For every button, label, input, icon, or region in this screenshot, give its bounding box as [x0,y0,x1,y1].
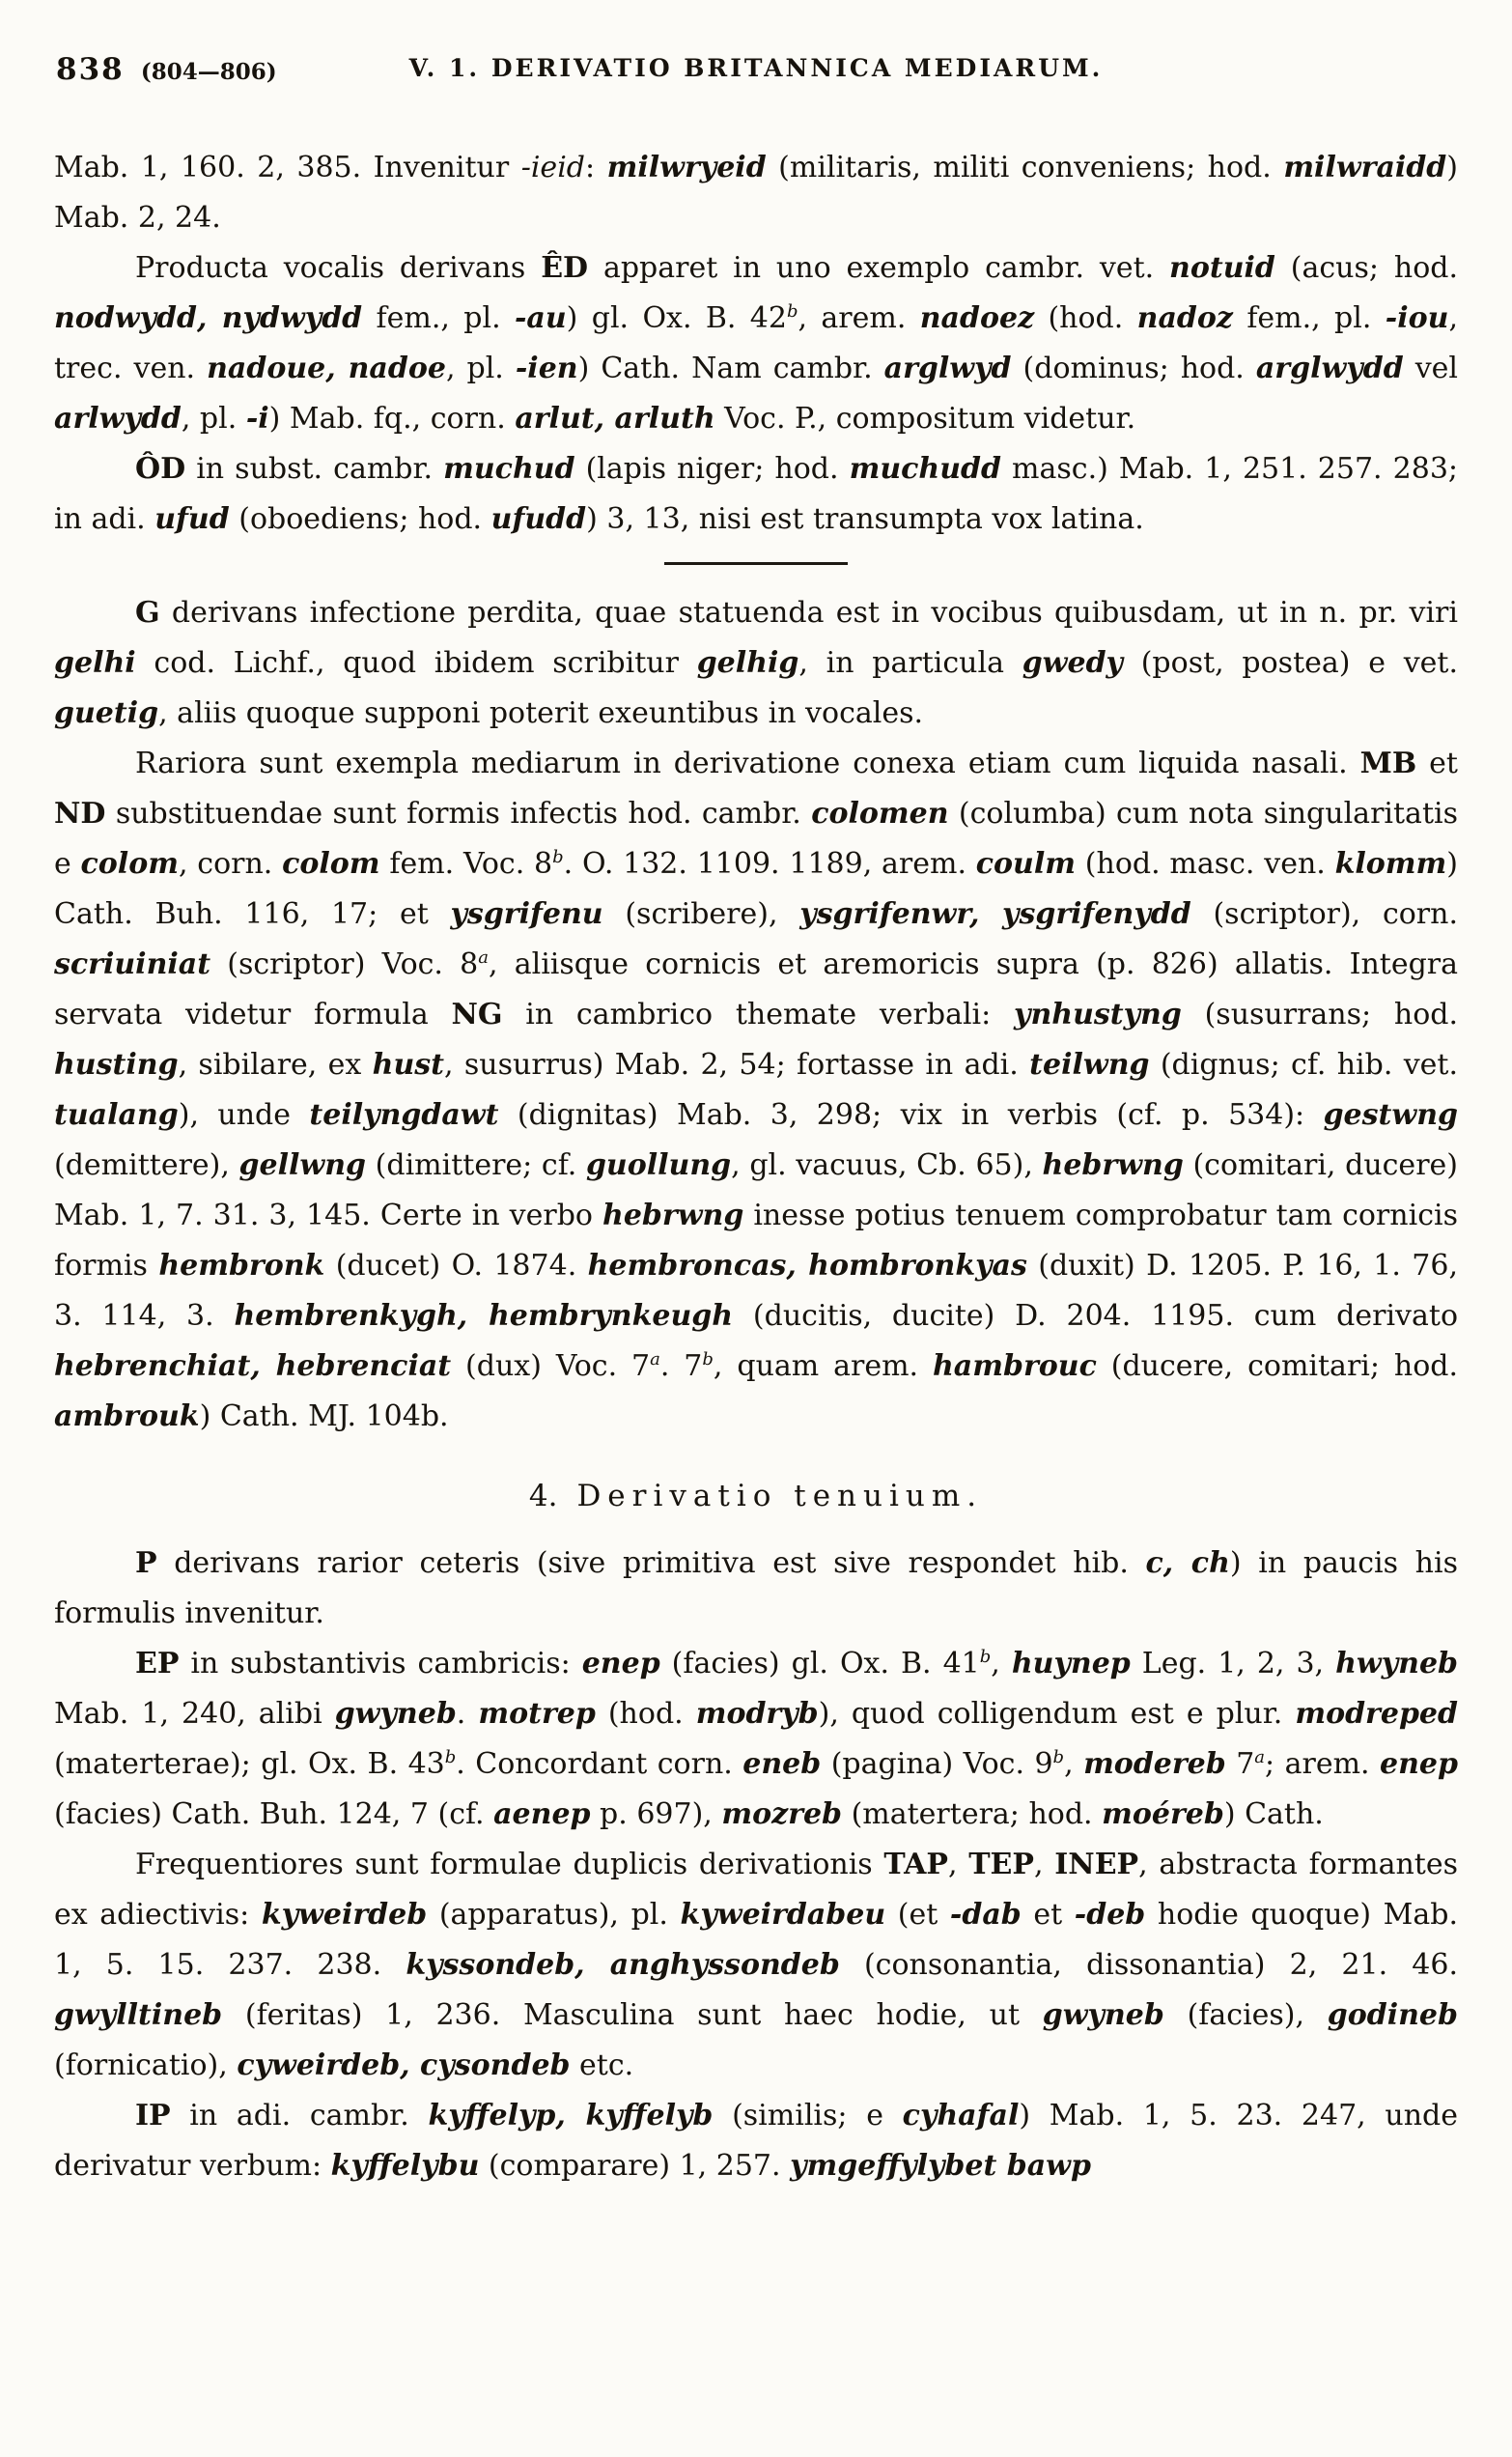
text-run: in cambrico themate verbali: [502,998,1015,1031]
text-run: apparet in uno exemplo cambr. vet. [588,251,1170,285]
text-run: kyffelyp, kyffelyb [428,2099,714,2132]
text-run: , in particula [798,646,1022,680]
paragraph [54,243,1458,444]
text-run: ) Cath. [1223,1797,1324,1831]
superscript: b [444,1747,457,1767]
text-run: etc. [570,2048,634,2082]
section-heading [54,1471,1458,1521]
text-run: ) 3, 13, nisi est transumpta vox latina. [586,502,1144,536]
text-run: teilwng [1029,1048,1150,1082]
text-run: ), unde [178,1098,310,1132]
text-run: gellwng [238,1148,367,1182]
text-run: -deb [1074,1898,1146,1932]
text-run: klomm [1334,847,1447,881]
text-run: ufudd [490,502,587,536]
paragraph [54,143,1458,243]
text-run: . O. 132. 1109. 1189, arem. [563,847,976,881]
text-run: . Concordant corn. [456,1747,743,1781]
text-run: Rariora sunt exempla mediarum in derivatione conexa etiam cum liquida nasali. [135,747,1360,780]
text-run: kyweirdeb [261,1898,428,1932]
text-run: -dab [949,1898,1022,1932]
text-run: -i [245,402,269,436]
text-run: fem., pl. [1232,301,1386,335]
text-run: ynhustyng [1014,998,1182,1031]
text-run: teilyngdawt [309,1098,499,1132]
text-run: huynep [1011,1647,1131,1680]
text-run: (ducere, comitari; hod. [1096,1349,1459,1383]
superscript: b [702,1349,714,1370]
text-run: P [135,1546,157,1580]
text-run: gelhi [54,646,136,680]
text-run: hwyneb [1335,1647,1459,1680]
text-run: MB [1359,747,1417,780]
text-run: , [1033,1848,1055,1881]
text-run: (dux) Voc. 7 [451,1349,651,1383]
text-run: in substantivis cambricis: [179,1647,582,1680]
text-run: (hod. [1034,301,1137,335]
text-run: G [135,596,160,630]
text-run: (pagina) Voc. 9 [821,1747,1053,1781]
text-run: , aliisque cornicis et aremoricis supra (p. 826) allatis. Integra servata videtur formula [54,947,1458,1031]
section-title: Derivatio tenuium. [576,1479,984,1513]
text-run: milwryeid [606,151,767,184]
text-run: , [947,1848,969,1881]
text-run: ) Cath. Buh. 116, 17; et [54,847,1458,931]
text-run: (dignus; cf. hib. vet. [1149,1048,1458,1082]
text-run: derivans rarior ceteris (sive primitiva est sive respondet hib. [156,1546,1146,1580]
text-run: , gl. vacuus, Cb. 65), [731,1148,1043,1182]
page-header [54,50,1458,95]
superscript: a [478,947,489,968]
superscript: b [979,1647,992,1667]
text-run: (dominus; hod. [1011,352,1256,385]
text-run: , aliis quoque supponi poterit exeuntibus in vocales. [158,696,924,730]
text-run: hebrwng [602,1199,744,1232]
text-run: Mab. 1, 160. 2, 385. Invenitur [54,151,521,184]
text-run: modryb [695,1697,819,1731]
text-run: . [456,1697,479,1731]
text-run: , abstracta formantes ex adiectivis: [54,1848,1458,1932]
text-run: TEP [968,1848,1034,1881]
text-run: modreped [1295,1697,1458,1731]
text-run: , corn. [178,847,283,881]
text-run: ) Mab. 1, 5. 23. 247, unde derivatur verbum: [54,2099,1458,2183]
text-run: fem. Voc. 8 [379,847,553,881]
text-run: ND [54,797,106,831]
text-run: (materterae); gl. Ox. B. 43 [54,1747,445,1781]
text-run: kyffelybu [330,2149,480,2183]
text-run: EP [135,1647,180,1680]
text-run: Producta vocalis derivans [135,251,542,285]
text-run: in subst. cambr. [185,452,444,486]
text-run: (apparatus), pl. [427,1898,681,1932]
superscript: b [1052,1747,1065,1767]
text-run: Leg. 1, 2, 3, [1130,1647,1336,1680]
text-run: godineb [1327,1998,1458,2032]
text-run: vel [1403,352,1459,385]
text-run: ÊD [541,251,589,285]
text-run: ) in paucis his formulis invenitur. [54,1546,1458,1630]
text-run: scriuiniat [54,947,211,981]
text-run: Voc. P., compositum videtur. [714,402,1136,436]
superscript: b [786,301,798,322]
text-run: p. 697), [590,1797,722,1831]
paragraph [54,588,1458,739]
text-run: (et [885,1898,950,1932]
text-run: (columba) cum nota singularitatis e [54,797,1458,881]
section-number: 4. [528,1479,558,1513]
text-run: (consonantia, dissonantia) 2, 21. 46. [839,1948,1458,1982]
text-run: cyweirdeb, cysondeb [237,2048,571,2082]
text-run: (feritas) 1, 236. Masculina sunt haec hodie, ut [222,1998,1043,2032]
text-run: aenep [493,1797,591,1831]
text-run: (lapis niger; hod. [574,452,850,486]
text-run: . 7 [659,1349,703,1383]
divider-line [664,562,848,565]
text-run: substituendae sunt formis infectis hod. cambr. [105,797,812,831]
text-run: (hod. [595,1697,696,1731]
section-divider [54,562,1458,565]
text-run: gwylltineb [54,1998,223,2032]
text-run: -iou [1385,301,1449,335]
page-number: 838 [56,52,125,87]
text-run: (ducet) O. 1874. [324,1249,588,1283]
text-run: -ieid [520,151,585,184]
text-run: colom [80,847,179,881]
text-run: ymgeffylybet bawp [790,2149,1091,2183]
text-run: (matertera; hod. [842,1797,1103,1831]
page-number-area [56,52,277,87]
text-run: , pl. [181,402,246,436]
text-run: (scribere), [602,897,800,931]
text-run: ) Mab. fq., corn. [268,402,516,436]
text-run: IP [135,2099,171,2132]
text-run: , arem. [798,301,920,335]
text-run: inesse potius tenuem comprobatur tam cornicis formis [54,1199,1458,1283]
text-run: notuid [1169,251,1275,285]
text-run: kyweirdabeu [680,1898,886,1932]
text-run: fem., pl. [362,301,515,335]
text-run: cod. Lichf., quod ibidem scribitur [135,646,697,680]
text-run: hembroncas, hombronkyas [587,1249,1027,1283]
text-run: hembronk [158,1249,325,1283]
text-run: hambrouc [933,1349,1097,1383]
text-run: , sibilare, ex [178,1048,373,1082]
text-run: ) Mab. 2, 24. [54,151,1458,235]
text-run: , pl. [445,352,516,385]
text-run: (facies) gl. Ox. B. 41 [659,1647,980,1680]
text-run: milwraidd [1283,151,1447,184]
text-run: Mab. 1, 240, alibi [54,1697,335,1731]
paragraph [54,1639,1458,1840]
text-run: , [1064,1747,1084,1781]
text-run: (scriptor) Voc. 8 [210,947,479,981]
text-run: (facies) Cath. Buh. 124, 7 (cf. [54,1797,494,1831]
text-run: ) Cath. Nam cambr. [577,352,884,385]
text-run: arglwydd [1255,352,1404,385]
text-run: nadoez [919,301,1035,335]
text-run: , [991,1647,1012,1680]
text-run: (susurrans; hod. [1181,998,1458,1031]
text-run: ÔD [135,452,186,486]
text-run: guetig [54,696,159,730]
text-run: NG [451,998,503,1031]
text-run: 7 [1225,1747,1255,1781]
text-run: ) Cath. MJ. 104b. [199,1399,449,1433]
text-run: (acus; hod. [1274,251,1458,285]
text-run: -ien [515,352,578,385]
text-run: gwyneb [334,1697,457,1731]
text-run: colom [282,847,380,881]
text-run: mozreb [721,1797,843,1831]
text-run: -au [514,301,567,335]
text-run: coulm [975,847,1077,881]
text-run: colomen [811,797,949,831]
running-title: V. 1. DERIVATIO BRITANNICA MEDIARUM. [408,54,1104,82]
text-run: tualang [54,1098,179,1132]
text-run: ysgrifenu [450,897,603,931]
text-run: (demittere), [54,1148,239,1182]
text-run: (militaris, militi conveniens; hod. [766,151,1284,184]
text-run: (scriptor), corn. [1190,897,1459,931]
text-run: moéreb [1102,1797,1224,1831]
text-run: nadoz [1136,301,1233,335]
text-run: gwyneb [1042,1998,1164,2032]
text-run: hembrenkygh, hembrynkeugh [234,1299,734,1333]
paragraph [54,444,1458,545]
paragraph [54,739,1458,1442]
text-run: hust [372,1048,445,1082]
text-run: (comitari, ducere) Mab. 1, 7. 31. 3, 145. Certe in verbo [54,1148,1458,1232]
text-run: , susurrus) Mab. 2, 54; fortasse in adi. [444,1048,1030,1082]
superscript: b [552,847,564,867]
text-run: Frequentiores sunt formulae duplicis derivationis [135,1848,884,1881]
text-run: TAP [883,1848,948,1881]
text-run: (facies), [1163,1998,1328,2032]
text-run: muchud [443,452,575,486]
paragraph [54,1539,1458,1639]
paragraph [54,1840,1458,2091]
text-run: enep [1380,1747,1458,1781]
text-run: (duxit) D. 1205. P. 16, 1. 76, 3. 114, 3. [54,1249,1458,1333]
text-run: (post, postea) e vet. [1122,646,1458,680]
text-run: (similis; e [713,2099,903,2132]
text-run: eneb [742,1747,822,1781]
text-run: in adi. cambr. [170,2099,429,2132]
text-run: , quam arem. [713,1349,933,1383]
text-run: ufud [154,502,230,536]
text-run: (dimittere; cf. [366,1148,586,1182]
text-run: (ducitis, ducite) D. 204. 1195. cum derivato [733,1299,1459,1333]
text-run: (dignitas) Mab. 3, 298; vix in verbis (cf. p. 534): [498,1098,1324,1132]
text-run: : [585,151,607,184]
text-run: (fornicatio), [54,2048,238,2082]
text-run: ysgrifenwr, ysgrifenydd [799,897,1191,931]
text-run: ) gl. Ox. B. 42 [566,301,787,335]
text-run: arlwydd [54,402,182,436]
paragraph [54,2091,1458,2191]
text-run: modereb [1083,1747,1226,1781]
text-run: hodie quoque) Mab. 1, 5. 15. 237. 238. [54,1898,1458,1982]
page-range: (804—806) [140,59,277,85]
text-run: ambrouk [54,1399,200,1433]
text-run: motrep [478,1697,596,1731]
text-run: arlut, arluth [515,402,715,436]
text-run: arglwyd [883,352,1012,385]
text-run: gestwng [1323,1098,1459,1132]
text-run: (comparare) 1, 257. [479,2149,791,2183]
text-run: (hod. masc. ven. [1076,847,1335,881]
text-run: cyhafal [902,2099,1020,2132]
text-run: muchudd [849,452,1001,486]
superscript: a [650,1349,660,1370]
text-run: gwedy [1022,646,1123,680]
text-run: hebrenchiat, hebrenciat [54,1349,452,1383]
text-run: masc.) Mab. 1, 251. 257. 283; in adi. [54,452,1459,536]
text-body [54,143,1458,2191]
text-run: ), quod colligendum est e plur. [818,1697,1296,1731]
text-run: (oboediens; hod. [229,502,491,536]
text-run: et [1021,1898,1075,1932]
text-run: nodwydd, nydwydd [54,301,363,335]
text-run: , trec. ven. [54,301,1458,385]
superscript: a [1254,1747,1266,1767]
text-run: hebrwng [1042,1148,1184,1182]
text-run: husting [54,1048,179,1082]
text-run: gelhig [696,646,799,680]
text-run: kyssondeb, anghyssondeb [406,1948,840,1982]
text-run: derivans infectione perdita, quae statuenda est in vocibus quibusdam, ut in n. pr. viri [159,596,1458,630]
text-run: enep [581,1647,660,1680]
text-run: c, ch [1145,1546,1230,1580]
text-run: ; arem. [1265,1747,1381,1781]
text-run: nadoue, nadoe [207,352,446,385]
text-run: et [1416,747,1458,780]
text-run: guollung [585,1148,732,1182]
text-run: INEP [1054,1848,1139,1881]
